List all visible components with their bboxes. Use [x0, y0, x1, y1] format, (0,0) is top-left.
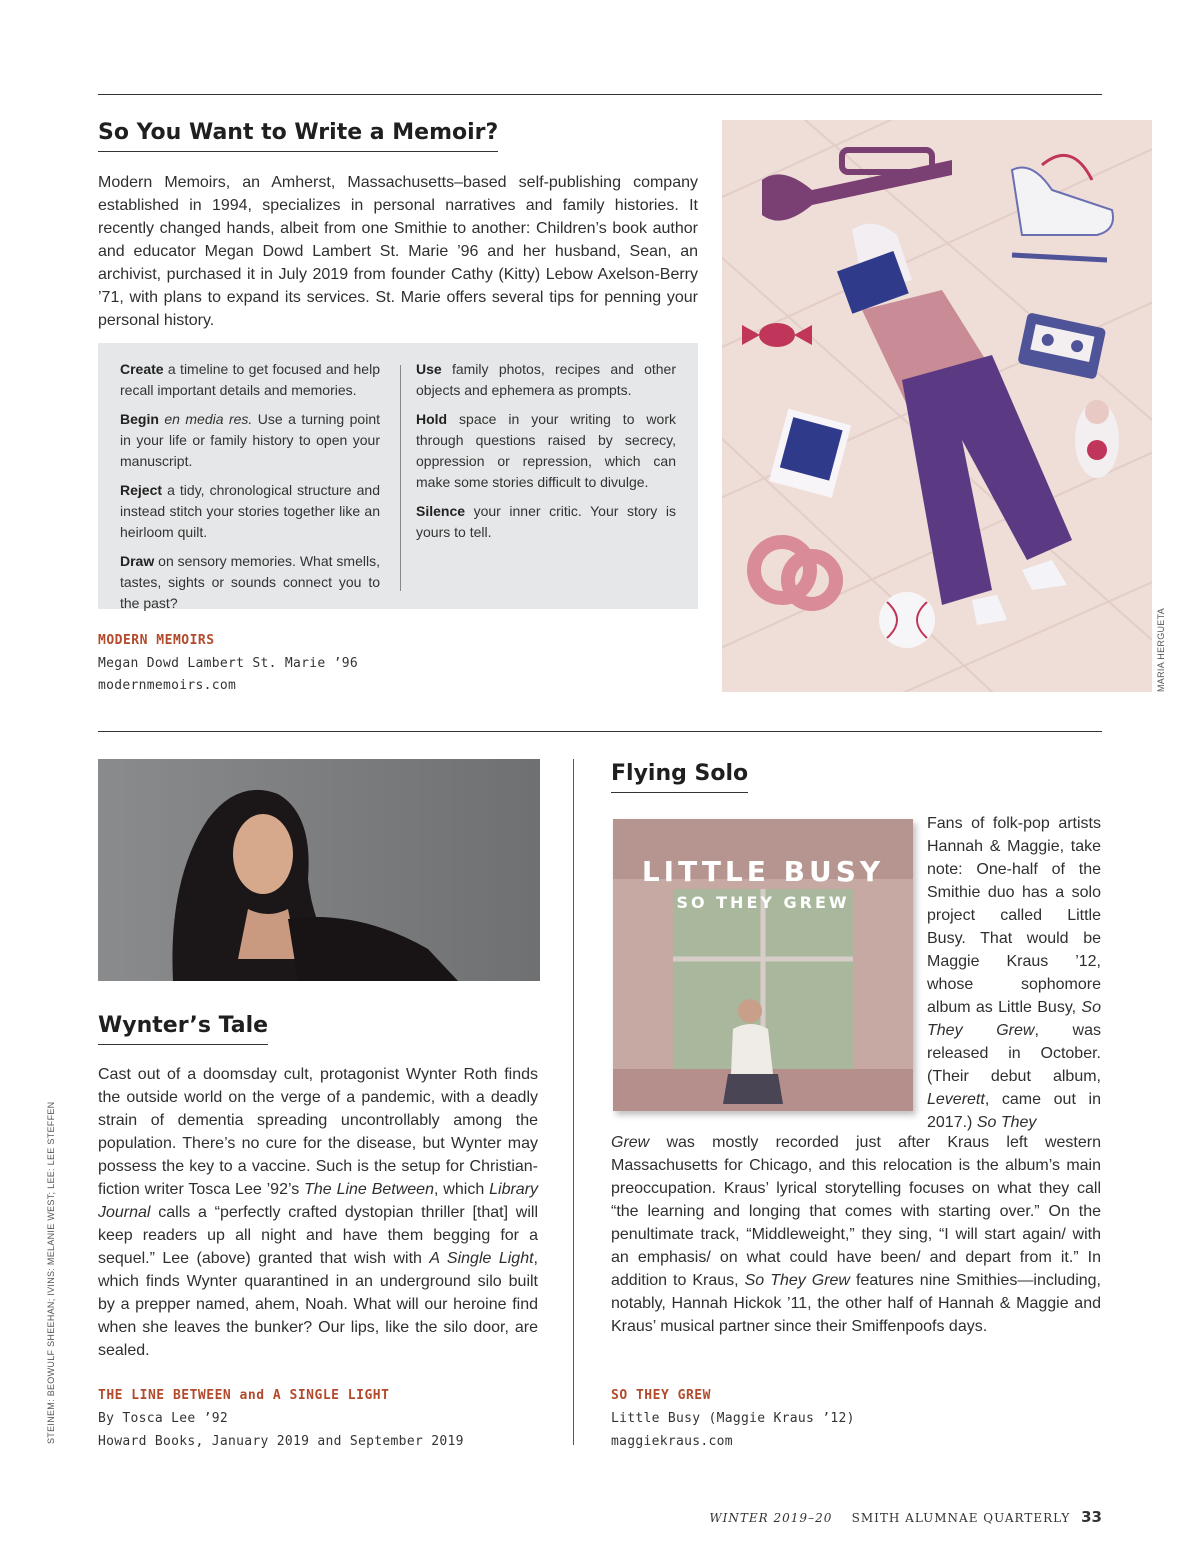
solo-body-full-run: Grew [611, 1134, 650, 1151]
tips-box [98, 343, 698, 609]
wynter-body-run: The Line Between [304, 1181, 434, 1198]
middle-rule [98, 731, 1102, 732]
solo-source-head: SO THEY GREW [611, 1388, 711, 1403]
solo-source-line-1: Little Busy (Maggie Kraus ’12) [611, 1411, 855, 1426]
tip-item [120, 409, 380, 472]
memoir-body: Modern Memoirs, an Amherst, Massachusetts–based self-publishing company established in 1994, specializes in personal narratives and family histories. It recently changed hands, albeit from one Smithie to another: Children’s book author and educator Megan Dowd Lambert St. Marie ’96 and her husband, Sean, an archivist, purchased it in July 2019 from founder Cathy (Kitty) Lebow Axelson-Berry ’71, with plans to expand its services. St. Marie offers several tips for penning your personal history. [98, 174, 698, 329]
solo-body-side-run: Fans of folk-pop artists Hannah & Maggie, take note: One-half of the Smithie duo has a solo project called Little Busy. That would be Maggie Kraus ’12, whose sophomore album as Little Busy, [927, 815, 1101, 1016]
tips-column-right [416, 359, 676, 551]
tip-text: family photos, recipes and other objects and ephemera as prompts. [416, 361, 676, 398]
wynter-source-line-2: Howard Books, January 2019 and September 2019 [98, 1434, 464, 1449]
tip-lead: Hold [416, 411, 448, 427]
solo-body-side-run: So They Grew [927, 999, 1101, 1039]
tips-divider [400, 365, 401, 591]
wynter-body [98, 1063, 538, 1362]
tip-lead: Create [120, 361, 164, 377]
solo-body-full-run: So They Grew [744, 1272, 850, 1289]
wynter-body-run: Library Journal [98, 1181, 539, 1221]
solo-body-full-run: features nine Smithies—including, notably, Hannah Hickok ’11, the other half of Hannah & Maggie and Kraus’ musical partner since their Smiffenpoofs days. [611, 1272, 1101, 1335]
solo-body-side-run: So They [976, 1114, 1037, 1131]
tip-text: space in your writing to work through questions raised by secrecy, oppression or repression, which can make some stories difficult to divulge. [416, 411, 676, 490]
tip-lead: Draw [120, 553, 155, 569]
footer-magazine: SMITH ALUMNAE QUARTERLY [851, 1511, 1071, 1525]
memoir-illustration [722, 120, 1152, 692]
memoir-source-head: MODERN MEMOIRS [98, 633, 215, 648]
tip-item [416, 409, 676, 493]
tip-text: a tidy, chronological structure and instead stitch your stories together like an heirloom quilt. [120, 482, 380, 540]
solo-body-full-run: was mostly recorded just after Kraus left western Massachusetts for Chicago, and this relocation is the album’s main preoccupation. Kraus’ lyrical storytelling focuses on what they call “the learning and longing that comes with starting over.” On the penultimate track, “Middleweight,” they sing, “I will start again/ with an emphasis/ on what could have been/ and depart from it.” In addition to Kraus, [611, 1134, 1101, 1289]
tip-item [120, 551, 380, 614]
tip-text: a timeline to get focused and help recall important details and memories. [120, 361, 380, 398]
tip-text: on sensory memories. What smells, tastes, sights or sounds connect you to the past? [120, 553, 380, 611]
tip-item [120, 480, 380, 543]
tip-lead-italic: en media res. [158, 411, 253, 427]
wynter-body-run: calls a “perfectly crafted dystopian thriller [that] will keep readers up all night and have them begging for a sequel.” Lee (above) granted that wish with [98, 1204, 538, 1267]
wynter-body-run: , which finds Wynter quarantined in an underground silo built by a prepper named, ahem, Noah. What will our heroine find when she leaves the bunker? Our lips, like the silo door, are sealed. [98, 1250, 538, 1359]
wynter-body-run: , which [433, 1181, 490, 1198]
album-title: LITTLE BUSY [641, 855, 885, 888]
tip-lead: Reject [120, 482, 163, 498]
album-subtitle: SO THEY GREW [676, 893, 850, 912]
tip-lead: Use [416, 361, 442, 377]
solo-source-line-2: maggiekraus.com [611, 1434, 733, 1449]
tip-text: your inner critic. Your story is yours to tell. [416, 503, 676, 540]
wynter-source-head: THE LINE BETWEEN and A SINGLE LIGHT [98, 1388, 390, 1403]
photo-credit: STEINEM: BEOWULF SHEEHAN; IVINS: MELANIE WEST; LEE: LEE STEFFEN [46, 1101, 56, 1444]
tip-lead: Silence [416, 503, 466, 519]
footer-issue: WINTER 2019–20 [709, 1511, 833, 1525]
column-divider [573, 759, 574, 1445]
solo-body-side [927, 812, 1101, 1134]
tip-text: Use a turning point in your life or family history to open your manuscript. [120, 411, 380, 469]
top-rule [98, 94, 1102, 95]
author-photo [98, 759, 540, 981]
solo-body-side-run: , was released in October. (Their debut album, [927, 1022, 1101, 1085]
tips-column-left [120, 359, 380, 622]
memoir-title: So You Want to Write a Memoir? [98, 120, 498, 152]
tip-item [416, 359, 676, 401]
tip-item [120, 359, 380, 401]
wynter-title: Wynter’s Tale [98, 1013, 268, 1045]
solo-title: Flying Solo [611, 761, 748, 793]
page-number: 33 [1081, 1508, 1102, 1526]
solo-body-side-run: , came out in 2017.) [927, 1091, 1101, 1131]
illustration-credit: MARIA HERGUETA [1156, 607, 1166, 692]
tip-lead: Begin [120, 411, 159, 427]
wynter-body-run: Cast out of a doomsday cult, protagonist Wynter Roth finds the outside world on the verge of a pandemic, with a deadly strain of dementia spreading uncontrollably among the population. There’s no cure for the disease, but Wynter may possess the key to a vaccine. Such is the setup for Christian-fiction writer Tosca Lee ’92’s [98, 1066, 538, 1198]
solo-body-full [611, 1131, 1101, 1338]
tip-item [416, 501, 676, 543]
memoir-source-line-2: modernmemoirs.com [98, 678, 237, 693]
memoir-source-line-1: Megan Dowd Lambert St. Marie ’96 [98, 656, 359, 671]
solo-body-side-run: Leverett [927, 1091, 985, 1108]
wynter-source-line-1: By Tosca Lee ’92 [98, 1411, 229, 1426]
album-cover [613, 819, 913, 1111]
wynter-body-run: A Single Light [429, 1250, 534, 1267]
page-footer [709, 1508, 1102, 1526]
